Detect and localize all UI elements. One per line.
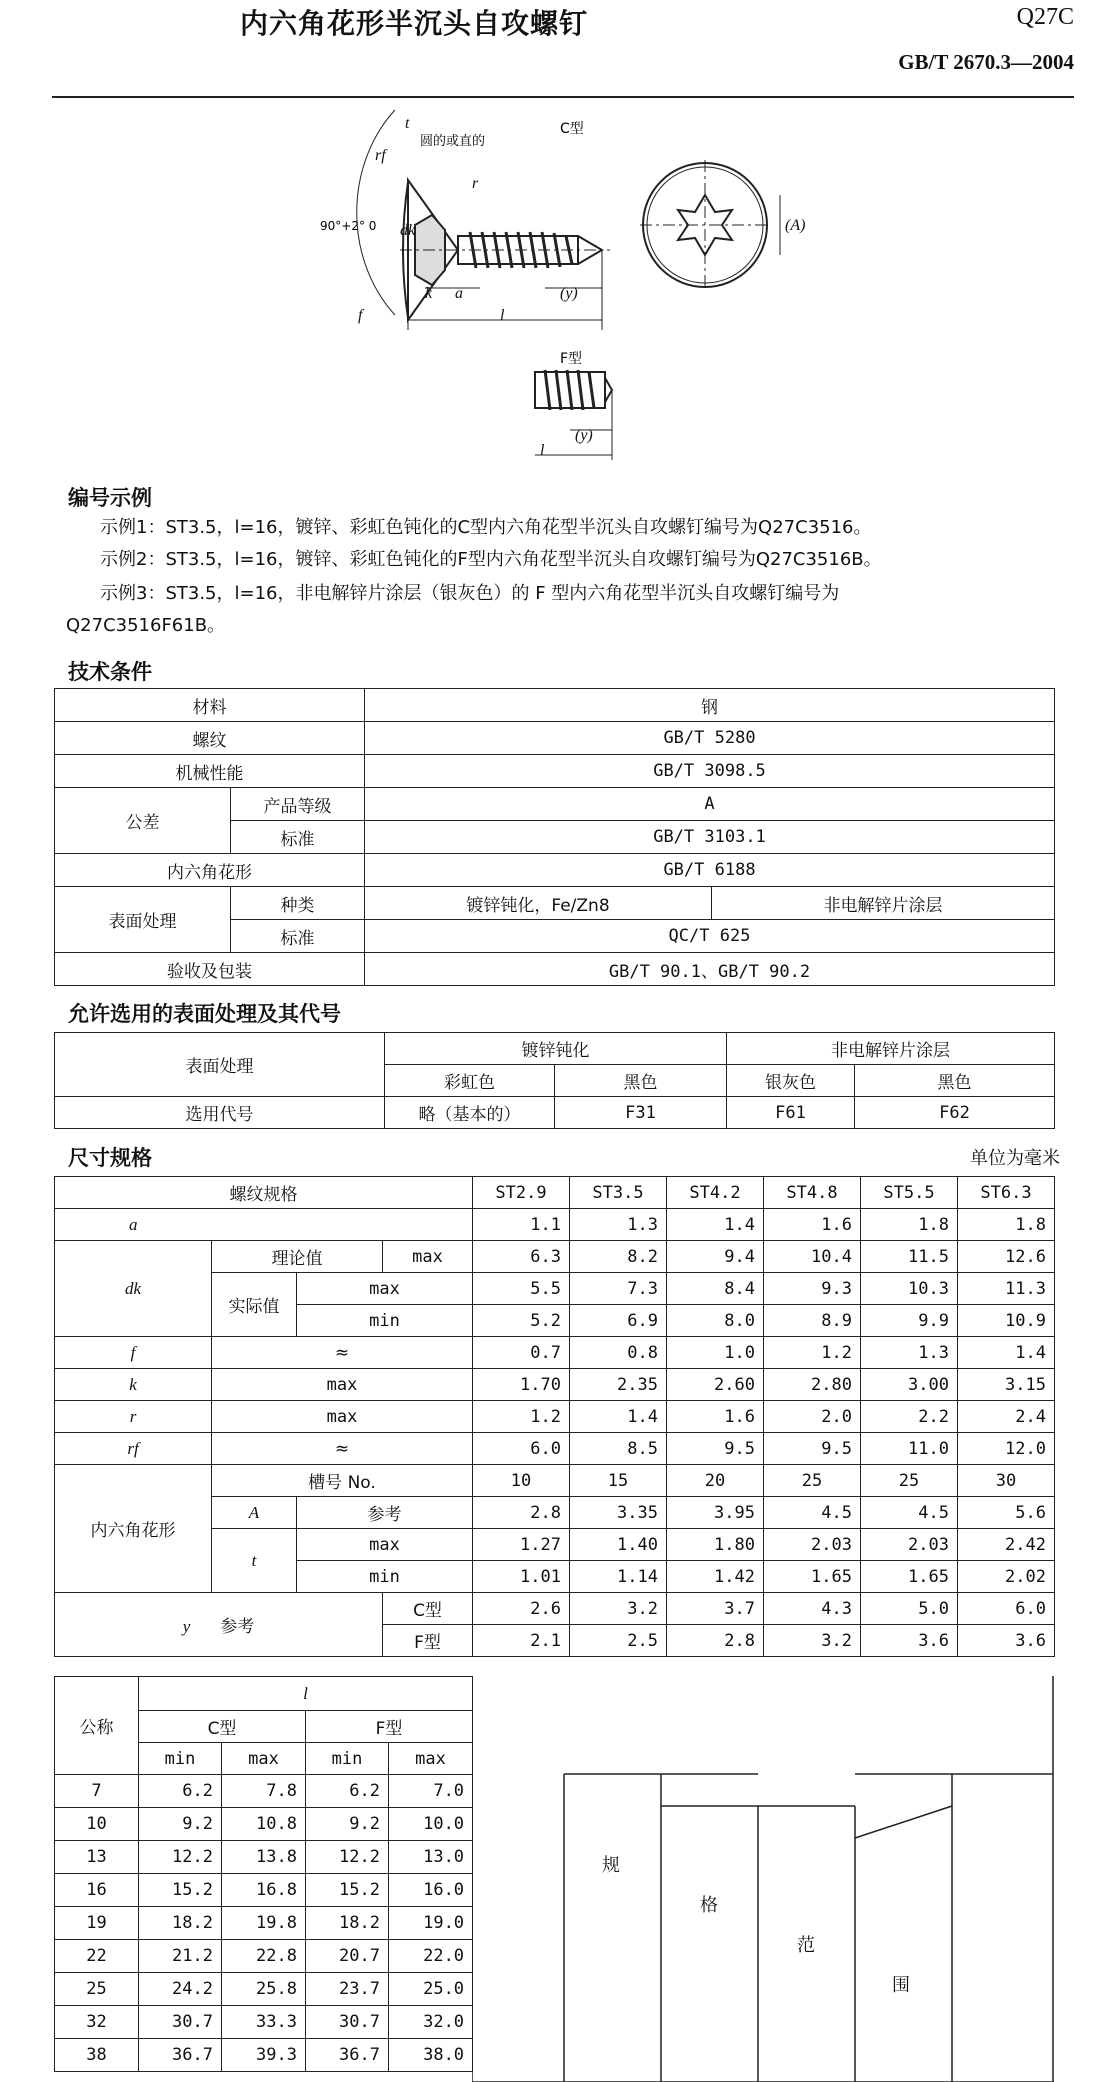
cell-dk: 10.9 (958, 1305, 1055, 1337)
cell-t: 1.27 (473, 1529, 570, 1561)
min-label: min (297, 1561, 473, 1593)
f-type-view (535, 370, 612, 460)
hexlobe-value: GB/T 6188 (365, 854, 1055, 887)
hexlobe-label: 内六角花形 (55, 854, 365, 887)
length-value: 9.2 (139, 1808, 222, 1841)
cell-y: 3.2 (764, 1625, 861, 1657)
cell-dk: 6.3 (473, 1241, 570, 1273)
length-value: 15.2 (306, 1874, 389, 1907)
yc-label: C型 (383, 1593, 473, 1625)
length-nominal: 13 (55, 1841, 139, 1874)
row-dk-label: dk (55, 1241, 212, 1337)
length-value: 9.2 (306, 1808, 389, 1841)
l-c-label: C型 (139, 1711, 306, 1743)
color-1: 彩虹色 (385, 1065, 555, 1097)
cell-r: 2.4 (958, 1401, 1055, 1433)
length-value: 18.2 (139, 1907, 222, 1940)
cell-y: 2.1 (473, 1625, 570, 1657)
length-nominal: 32 (55, 2006, 139, 2039)
grade-label: 产品等级 (231, 788, 365, 821)
row-f-label: f (55, 1337, 212, 1369)
length-value: 12.2 (306, 1841, 389, 1874)
example-3: 示例3：ST3.5，l=16，非电解锌片涂层（银灰色）的 F 型内六角花型半沉头自攻螺钉编号为 (100, 583, 840, 604)
dim-r: r (472, 175, 479, 192)
material-label: 材料 (55, 689, 365, 722)
length-value: 38.0 (389, 2039, 473, 2072)
cell-y: 2.5 (570, 1625, 667, 1657)
cell-f: 0.8 (570, 1337, 667, 1369)
row-k-label: k (55, 1369, 212, 1401)
code-1: 略（基本的） (385, 1097, 555, 1129)
dim-k: k (425, 285, 433, 302)
dim-y: (y) (560, 285, 578, 302)
cell-rf: 9.5 (667, 1433, 764, 1465)
length-nominal: 16 (55, 1874, 139, 1907)
cell-A: 5.6 (958, 1497, 1055, 1529)
cell-A: 3.95 (667, 1497, 764, 1529)
max-label: max (212, 1369, 473, 1401)
length-value: 12.2 (139, 1841, 222, 1874)
spec-col: ST4.8 (764, 1177, 861, 1209)
cell-a: 1.8 (958, 1209, 1055, 1241)
length-value: 25.8 (222, 1973, 306, 2006)
cell-slot: 25 (764, 1465, 861, 1497)
cell-slot: 20 (667, 1465, 764, 1497)
cell-r: 1.6 (667, 1401, 764, 1433)
cell-dk: 10.3 (861, 1273, 958, 1305)
cell-dk: 7.3 (570, 1273, 667, 1305)
length-value: 7.0 (389, 1775, 473, 1808)
length-nominal: 25 (55, 1973, 139, 2006)
example-2: 示例2：ST3.5，l=16，镀锌、彩虹色钝化的F型内六角花型半沉头自攻螺钉编号为Q27C3516B。 (100, 549, 882, 570)
cell-dk: 8.2 (570, 1241, 667, 1273)
length-value: 6.2 (306, 1775, 389, 1808)
approx-label: ≈ (212, 1337, 473, 1369)
ref-label: 参考 (297, 1497, 473, 1529)
length-row (55, 1940, 473, 1973)
cell-dk: 11.5 (861, 1241, 958, 1273)
tech-heading: 技术条件 (68, 660, 152, 684)
label-round-or-flat: 圆的或直的 (420, 134, 486, 149)
mech-label: 机械性能 (55, 755, 365, 788)
dim-f: f (358, 307, 363, 324)
color-2: 黑色 (555, 1065, 727, 1097)
cell-f: 1.3 (861, 1337, 958, 1369)
length-nominal: 7 (55, 1775, 139, 1808)
dim-l-f: l (540, 442, 545, 459)
min-label: min (297, 1305, 473, 1337)
page-title: 内六角花形半沉头自攻螺钉 (240, 7, 589, 40)
dim-rf: rf (375, 147, 386, 164)
tol-std-label: 标准 (231, 821, 365, 854)
dim-l: l (500, 307, 505, 324)
y-ref-label: 参考 (220, 1617, 255, 1637)
cell-y: 3.7 (667, 1593, 764, 1625)
cell-a: 1.8 (861, 1209, 958, 1241)
cell-a: 1.4 (667, 1209, 764, 1241)
code-3: F61 (727, 1097, 855, 1129)
length-value: 16.8 (222, 1874, 306, 1907)
label-f-type: F型 (560, 351, 583, 367)
cell-slot: 15 (570, 1465, 667, 1497)
length-value: 32.0 (389, 2006, 473, 2039)
approx-label: ≈ (212, 1433, 473, 1465)
thread-label: 螺纹 (55, 722, 365, 755)
example-3-continued: Q27C3516F61B。 (66, 615, 226, 636)
accept-label: 验收及包装 (55, 953, 365, 986)
length-value: 25.0 (389, 1973, 473, 2006)
code-row-label: 选用代号 (55, 1097, 385, 1129)
cell-y: 3.6 (958, 1625, 1055, 1657)
cell-rf: 6.0 (473, 1433, 570, 1465)
unit-note: 单位为毫米 (970, 1148, 1060, 1169)
length-nominal: 22 (55, 1940, 139, 1973)
cell-y: 2.8 (667, 1625, 764, 1657)
tol-std-value: GB/T 3103.1 (365, 821, 1055, 854)
cell-y: 4.3 (764, 1593, 861, 1625)
slot-label: 槽号 No. (212, 1465, 473, 1497)
row-A-label: A (212, 1497, 297, 1529)
c-type-end-view (640, 160, 780, 290)
dim-A: (A) (785, 217, 806, 234)
l-label: l (139, 1677, 473, 1711)
cell-t: 1.65 (764, 1561, 861, 1593)
cell-dk: 5.5 (473, 1273, 570, 1305)
kind-label: 种类 (231, 887, 365, 920)
length-value: 22.0 (389, 1940, 473, 1973)
length-row (55, 1973, 473, 2006)
dims-table (54, 1176, 1055, 1657)
cell-r: 1.4 (570, 1401, 667, 1433)
length-value: 18.2 (306, 1907, 389, 1940)
length-value: 30.7 (139, 2006, 222, 2039)
max-label: max (222, 1743, 306, 1775)
dk-actual-label: 实际值 (212, 1273, 297, 1337)
y-symbol: y (182, 1617, 191, 1636)
cell-t: 2.02 (958, 1561, 1055, 1593)
cell-k: 3.15 (958, 1369, 1055, 1401)
max-label: max (389, 1743, 473, 1775)
length-value: 19.8 (222, 1907, 306, 1940)
surface-label: 表面处理 (55, 887, 231, 953)
length-row (55, 2006, 473, 2039)
cell-dk: 10.4 (764, 1241, 861, 1273)
spec-col: ST5.5 (861, 1177, 958, 1209)
length-value: 23.7 (306, 1973, 389, 2006)
cell-A: 4.5 (861, 1497, 958, 1529)
length-value: 30.7 (306, 2006, 389, 2039)
length-value: 21.2 (139, 1940, 222, 1973)
cell-k: 2.35 (570, 1369, 667, 1401)
length-value: 13.8 (222, 1841, 306, 1874)
length-value: 24.2 (139, 1973, 222, 2006)
length-value: 10.8 (222, 1808, 306, 1841)
surface-col-label: 表面处理 (55, 1033, 385, 1097)
spec-col: ST6.3 (958, 1177, 1055, 1209)
cell-r: 2.2 (861, 1401, 958, 1433)
length-row (55, 1775, 473, 1808)
cell-f: 0.7 (473, 1337, 570, 1369)
cell-slot: 10 (473, 1465, 570, 1497)
range-char-2: 格 (700, 1895, 718, 1916)
cell-y: 5.0 (861, 1593, 958, 1625)
spec-col: ST3.5 (570, 1177, 667, 1209)
length-nominal: 10 (55, 1808, 139, 1841)
range-char-3: 范 (797, 1935, 815, 1956)
dims-heading: 尺寸规格 (68, 1146, 152, 1170)
cell-a: 1.1 (473, 1209, 570, 1241)
cell-rf: 8.5 (570, 1433, 667, 1465)
cell-dk: 5.2 (473, 1305, 570, 1337)
thread-value: GB/T 5280 (365, 722, 1055, 755)
row-a-label: a (55, 1209, 473, 1241)
range-diagram (472, 1676, 1054, 2082)
length-value: 22.8 (222, 1940, 306, 1973)
nominal-label: 公称 (55, 1677, 139, 1775)
cell-r: 1.2 (473, 1401, 570, 1433)
length-row (55, 1874, 473, 1907)
cell-t: 1.42 (667, 1561, 764, 1593)
spec-col: ST2.9 (473, 1177, 570, 1209)
code-4: F62 (855, 1097, 1055, 1129)
surface-group-2: 非电解锌片涂层 (727, 1033, 1055, 1065)
mech-value: GB/T 3098.5 (365, 755, 1055, 788)
cell-y: 2.6 (473, 1593, 570, 1625)
accept-value: GB/T 90.1、GB/T 90.2 (365, 953, 1055, 986)
color-3: 银灰色 (727, 1065, 855, 1097)
cell-dk: 12.6 (958, 1241, 1055, 1273)
cell-t: 1.40 (570, 1529, 667, 1561)
length-value: 39.3 (222, 2039, 306, 2072)
material-value: 钢 (365, 689, 1055, 722)
cell-dk: 9.9 (861, 1305, 958, 1337)
length-value: 36.7 (306, 2039, 389, 2072)
length-value: 6.2 (139, 1775, 222, 1808)
cell-dk: 8.4 (667, 1273, 764, 1305)
label-angle: 90°+2° 0 (320, 219, 377, 233)
length-value: 10.0 (389, 1808, 473, 1841)
surface-group-1: 镀锌钝化 (385, 1033, 727, 1065)
max-label: max (297, 1273, 473, 1305)
cell-f: 1.0 (667, 1337, 764, 1369)
dim-y-f: (y) (575, 427, 593, 444)
dim-t: t (405, 115, 410, 132)
hexlobe-group-label: 内六角花形 (55, 1465, 212, 1593)
cell-slot: 25 (861, 1465, 958, 1497)
cell-k: 2.80 (764, 1369, 861, 1401)
cell-k: 2.60 (667, 1369, 764, 1401)
row-rf-label: rf (55, 1433, 212, 1465)
max-label: max (212, 1401, 473, 1433)
code-2: F31 (555, 1097, 727, 1129)
spec-label: 螺纹规格 (55, 1177, 473, 1209)
cell-dk: 6.9 (570, 1305, 667, 1337)
cell-k: 1.70 (473, 1369, 570, 1401)
cell-t: 1.80 (667, 1529, 764, 1561)
surface-table (54, 1032, 1055, 1129)
dk-theory-label: 理论值 (212, 1241, 383, 1273)
range-char-4: 围 (892, 1975, 910, 1996)
cell-r: 2.0 (764, 1401, 861, 1433)
cell-y: 6.0 (958, 1593, 1055, 1625)
length-value: 36.7 (139, 2039, 222, 2072)
cell-t: 2.03 (861, 1529, 958, 1561)
length-value: 20.7 (306, 1940, 389, 1973)
length-row (55, 1907, 473, 1940)
cell-dk: 11.3 (958, 1273, 1055, 1305)
cell-dk: 8.9 (764, 1305, 861, 1337)
cell-t: 1.14 (570, 1561, 667, 1593)
length-row (55, 2039, 473, 2072)
length-table (54, 1676, 473, 2072)
cell-A: 2.8 (473, 1497, 570, 1529)
min-label: min (306, 1743, 389, 1775)
length-nominal: 19 (55, 1907, 139, 1940)
cell-y: 3.2 (570, 1593, 667, 1625)
dim-a: a (455, 285, 463, 302)
label-c-type: C型 (560, 121, 584, 137)
color-4: 黑色 (855, 1065, 1055, 1097)
cell-a: 1.3 (570, 1209, 667, 1241)
length-value: 7.8 (222, 1775, 306, 1808)
range-char-1: 规 (602, 1855, 620, 1876)
surface-std-value: QC/T 625 (365, 920, 1055, 953)
standard-number: GB/T 2670.3—2004 (898, 50, 1074, 74)
length-value: 13.0 (389, 1841, 473, 1874)
cell-f: 1.2 (764, 1337, 861, 1369)
cell-dk: 9.3 (764, 1273, 861, 1305)
max-label: max (383, 1241, 473, 1273)
screw-drawing (0, 0, 1100, 470)
row-t-label: t (212, 1529, 297, 1593)
cell-t: 1.65 (861, 1561, 958, 1593)
row-r-label: r (55, 1401, 212, 1433)
kind-value-1: 镀锌钝化，Fe/Zn8 (365, 887, 712, 920)
length-rows (55, 1775, 473, 2072)
cell-y: 3.6 (861, 1625, 958, 1657)
cell-t: 1.01 (473, 1561, 570, 1593)
cell-rf: 11.0 (861, 1433, 958, 1465)
length-value: 19.0 (389, 1907, 473, 1940)
length-row (55, 1841, 473, 1874)
surface-std-label: 标准 (231, 920, 365, 953)
cell-slot: 30 (958, 1465, 1055, 1497)
length-value: 33.3 (222, 2006, 306, 2039)
cell-dk: 8.0 (667, 1305, 764, 1337)
min-label: min (139, 1743, 222, 1775)
product-code: Q27C (1016, 4, 1074, 30)
kind-value-2: 非电解锌片涂层 (712, 887, 1055, 920)
tech-table (54, 688, 1055, 986)
cell-t: 2.42 (958, 1529, 1055, 1561)
example-1: 示例1：ST3.5，l=16，镀锌、彩虹色钝化的C型内六角花型半沉头自攻螺钉编号为Q27C3516。 (100, 517, 872, 538)
cell-f: 1.4 (958, 1337, 1055, 1369)
surface-heading: 允许选用的表面处理及其代号 (68, 1002, 341, 1026)
cell-rf: 9.5 (764, 1433, 861, 1465)
length-row (55, 1808, 473, 1841)
yf-label: F型 (383, 1625, 473, 1657)
cell-k: 3.00 (861, 1369, 958, 1401)
cell-a: 1.6 (764, 1209, 861, 1241)
length-value: 15.2 (139, 1874, 222, 1907)
l-f-label: F型 (306, 1711, 473, 1743)
cell-A: 3.35 (570, 1497, 667, 1529)
examples-heading: 编号示例 (68, 486, 152, 510)
cell-A: 4.5 (764, 1497, 861, 1529)
length-value: 16.0 (389, 1874, 473, 1907)
dim-dk: dk (400, 222, 416, 239)
cell-rf: 12.0 (958, 1433, 1055, 1465)
grade-value: A (365, 788, 1055, 821)
spec-col: ST4.2 (667, 1177, 764, 1209)
cell-dk: 9.4 (667, 1241, 764, 1273)
length-nominal: 38 (55, 2039, 139, 2072)
cell-t: 2.03 (764, 1529, 861, 1561)
max-label: max (297, 1529, 473, 1561)
row-y-label (55, 1593, 383, 1657)
tolerance-label: 公差 (55, 788, 231, 854)
